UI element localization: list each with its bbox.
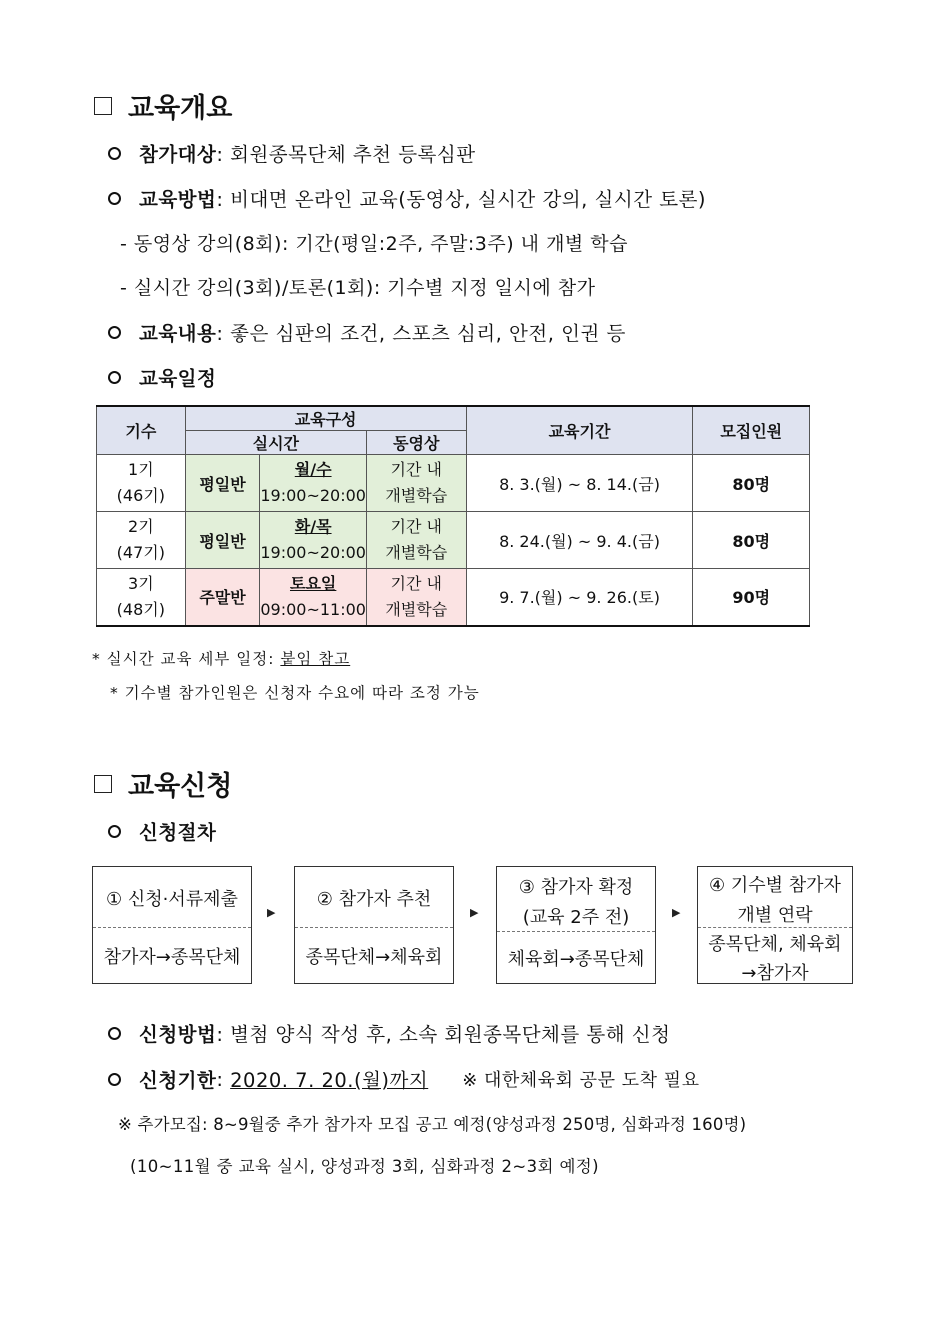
table-row — [97, 512, 810, 569]
bullet-deadline — [108, 1065, 699, 1093]
step-bottom: 체육회→종목단체 — [507, 949, 645, 970]
period-cell: 8. 3.(월) ~ 8. 14.(금) — [466, 455, 693, 512]
circle-bullet-icon — [108, 825, 121, 838]
step-box-1 — [92, 866, 252, 984]
gisu-value: 2기 — [128, 517, 154, 536]
checkbox-square-icon — [94, 775, 112, 793]
period-cell: 9. 7.(월) ~ 9. 26.(토) — [466, 569, 693, 626]
video-line1: 기간 내 — [390, 517, 442, 536]
bullet-schedule — [108, 363, 216, 391]
gisu-sub-value: (46기) — [116, 486, 165, 505]
step-bottom-line2: →참가자 — [741, 963, 809, 984]
step-divider — [295, 927, 453, 928]
gisu-cell — [97, 512, 186, 569]
header-video: 동영상 — [366, 431, 466, 455]
video-cell — [366, 512, 466, 569]
target-label: 참가대상 — [139, 143, 217, 166]
category-cell: 평일반 — [185, 455, 260, 512]
procedure-label: 신청절차 — [139, 821, 217, 844]
table-row — [97, 455, 810, 512]
schedule-label: 교육일정 — [139, 367, 217, 390]
step-divider — [497, 931, 655, 932]
section-title-text: 교육개요 — [128, 93, 233, 124]
target-text: : 회원종목단체 추천 등록심판 — [216, 143, 476, 166]
video-line1: 기간 내 — [390, 573, 442, 593]
live-time: 19:00~20:00 — [260, 486, 366, 505]
content-label: 교육내용 — [139, 322, 217, 345]
apply-method-text: : 별첨 양식 작성 후, 소속 회원종목단체를 통해 신청 — [216, 1023, 671, 1046]
circle-bullet-icon — [108, 147, 121, 160]
deadline-label: 신청기한 — [139, 1069, 217, 1092]
video-line2: 개별학습 — [385, 486, 448, 505]
gisu-value: 3기 — [128, 573, 154, 593]
live-cell — [260, 512, 367, 569]
header-period: 교육기간 — [466, 406, 693, 455]
category-cell: 평일반 — [185, 512, 260, 569]
circle-bullet-icon — [108, 371, 121, 384]
flow-arrow-icon: ▶ — [267, 906, 276, 919]
live-cell — [260, 569, 367, 626]
table-header-row — [97, 406, 810, 431]
video-cell — [366, 569, 466, 626]
gisu-value: 1기 — [128, 460, 154, 479]
circle-bullet-icon — [108, 192, 121, 205]
section-title-text: 교육신청 — [128, 771, 233, 802]
circle-bullet-icon — [108, 326, 121, 339]
live-cell — [260, 455, 367, 512]
live-day: 화/목 — [294, 517, 332, 536]
bullet-content — [108, 318, 626, 346]
extra-recruit-line2: (10~11월 중 교육 실시, 양성과정 3회, 심화과정 2~3회 예정) — [130, 1157, 599, 1176]
gisu-cell — [97, 455, 186, 512]
circle-bullet-icon — [108, 1073, 121, 1086]
header-live: 실시간 — [185, 431, 366, 455]
step-divider — [698, 927, 852, 928]
deadline-note: ※ 대한체육회 공문 도착 필요 — [462, 1070, 700, 1091]
section-title-application — [94, 764, 232, 803]
section-title-overview — [94, 86, 232, 125]
step-bottom: 종목단체→체육회 — [305, 947, 443, 968]
step-box-4 — [697, 866, 853, 984]
extra-recruit-line1: ※ 추가모집: 8~9월중 추가 참가자 모집 공고 예정(양성과정 250명, 심화과정 160명) — [118, 1115, 747, 1134]
live-time: 09:00~11:00 — [260, 599, 366, 619]
bullet-procedure — [108, 817, 216, 845]
deadline-date: 2020. 7. 20.(월)까지 — [230, 1069, 429, 1092]
method-text: : 비대면 온라인 교육(동영상, 실시간 강의, 실시간 토론) — [216, 188, 707, 211]
table-note2: * 기수별 참가인원은 신청자 수요에 따라 조정 가능 — [110, 684, 480, 702]
header-quota: 모집인원 — [693, 406, 810, 455]
step-bottom-line1: 종목단체, 체육회 — [708, 934, 842, 955]
gisu-sub-value: (48기) — [116, 599, 165, 619]
step-box-3 — [496, 866, 656, 984]
step-top-line1: ③ 참가자 확정 — [518, 877, 634, 898]
bullet-apply-method — [108, 1019, 670, 1047]
note1-link[interactable]: 붙임 참고 — [280, 650, 351, 668]
gisu-sub-value: (47기) — [116, 543, 165, 562]
live-day: 토요일 — [289, 573, 337, 593]
schedule-table — [96, 405, 810, 627]
method-sub2: - 실시간 강의(3회)/토론(1회): 기수별 지정 일시에 참가 — [120, 277, 596, 299]
step-top-line2: 개별 연락 — [737, 905, 813, 926]
content-text: : 좋은 심판의 조건, 스포츠 심리, 안전, 인권 등 — [216, 322, 626, 345]
header-gisu: 기수 — [97, 406, 186, 455]
video-cell — [366, 455, 466, 512]
step-box-2 — [294, 866, 454, 984]
video-line1: 기간 내 — [390, 460, 442, 479]
flow-arrow-icon: ▶ — [470, 906, 479, 919]
gisu-cell — [97, 569, 186, 626]
step-top-line2: (교육 2주 전) — [522, 907, 630, 928]
period-cell: 8. 24.(월) ~ 9. 4.(금) — [466, 512, 693, 569]
step-bottom: 참가자→종목단체 — [103, 947, 241, 968]
step-top: ① 신청·서류제출 — [106, 889, 238, 910]
checkbox-square-icon — [94, 97, 112, 115]
apply-method-label: 신청방법 — [139, 1023, 217, 1046]
video-line2: 개별학습 — [385, 543, 448, 562]
header-composition: 교육구성 — [185, 406, 466, 431]
deadline-sep: : — [216, 1067, 231, 1091]
category-cell: 주말반 — [185, 569, 260, 626]
table-note1 — [92, 647, 350, 669]
table-row — [97, 569, 810, 626]
quota-cell: 90명 — [693, 569, 810, 626]
method-sub1: - 동영상 강의(8회): 기간(평일:2주, 주말:3주) 내 개별 학습 — [120, 233, 629, 255]
live-day: 월/수 — [294, 460, 332, 479]
circle-bullet-icon — [108, 1027, 121, 1040]
method-label: 교육방법 — [139, 188, 217, 211]
quota-cell: 80명 — [693, 512, 810, 569]
step-top-line1: ④ 기수별 참가자 — [709, 875, 841, 896]
note1-prefix: * 실시간 교육 세부 일정: — [92, 650, 281, 668]
bullet-method — [108, 184, 706, 212]
video-line2: 개별학습 — [385, 599, 448, 619]
step-top: ② 참가자 추천 — [316, 889, 432, 910]
flow-arrow-icon: ▶ — [672, 906, 681, 919]
bullet-target — [108, 139, 476, 167]
step-divider — [93, 927, 251, 928]
live-time: 19:00~20:00 — [260, 543, 366, 562]
quota-cell: 80명 — [693, 455, 810, 512]
